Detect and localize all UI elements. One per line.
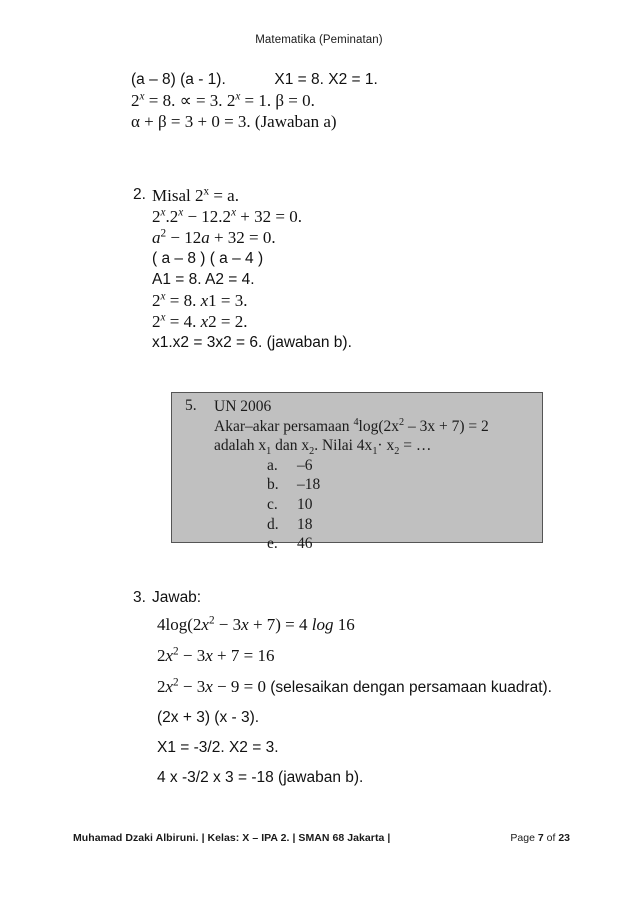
figure-option-e xyxy=(267,535,542,555)
section-1-line-1 xyxy=(131,70,378,90)
section-3-heading-row xyxy=(133,588,552,615)
section-2-step-4 xyxy=(152,270,352,291)
section-1-line-1-right: X1 = 8. X2 = 1. xyxy=(274,71,378,88)
section-2-step-6 xyxy=(152,312,352,333)
section-2-problem xyxy=(133,186,352,354)
footer-page-number xyxy=(510,832,570,844)
figure-body xyxy=(214,397,542,555)
section-3-step-6-text: 4 x -3/2 x 3 = -18 (jawaban b). xyxy=(157,769,364,786)
exponent-x: x xyxy=(203,185,210,198)
exponent-x-first: x xyxy=(139,90,145,103)
option-d-value: 18 xyxy=(297,515,313,533)
figure-question-line-1: Akar–akar persamaan $^4\log(2x^2 - 3x + 7) = 2$ xyxy=(214,416,489,435)
section-3-title: Jawab: xyxy=(152,589,202,606)
section-1-line-2 xyxy=(131,91,378,111)
footer-author-info: Muhamad Dzaki Albiruni. | Kelas: X – IPA 2. | SMAN 68 Jakarta | xyxy=(73,832,391,844)
section-2-step-3-text: ( a – 8 ) ( a – 4 ) xyxy=(152,250,264,267)
section-1-line-1-left: (a – 8) (a - 1). xyxy=(131,71,226,88)
section-2-step-7-text: x1.x2 = 3x2 = 6. (jawaban b). xyxy=(152,334,352,351)
scanned-problem-figure xyxy=(171,392,543,553)
section-3-answer xyxy=(133,588,552,798)
section-2-step-3 xyxy=(152,249,352,270)
section-2-heading-row xyxy=(133,186,352,207)
section-2-step-6-text: $2^x = 4$. x2 = 2. xyxy=(152,311,248,331)
figure-title: UN 2006 xyxy=(214,398,272,415)
footer-of-label: of xyxy=(543,832,559,844)
base-2-second: 2 xyxy=(226,91,236,110)
section-3-step-4 xyxy=(157,708,552,738)
option-a-value: –6 xyxy=(297,456,313,474)
base-2-first: 2 xyxy=(131,91,140,110)
section-2-step-5 xyxy=(152,291,352,312)
section-2-step-5-text: $2^x = 8$. x1 = 3. xyxy=(152,290,248,310)
section-3-step-5-text: X1 = -3/2. X2 = 3. xyxy=(157,739,279,756)
option-d-letter: d. xyxy=(267,515,279,533)
section-3-number: 3. xyxy=(133,589,146,606)
footer-total-pages: 23 xyxy=(558,832,570,844)
section-2-title xyxy=(152,186,239,206)
section-3-step-3 xyxy=(157,677,552,708)
option-e-letter: e. xyxy=(267,535,278,553)
figure-option-d xyxy=(267,516,542,536)
section-1-line-3: α + β = 3 + 0 = 3. (Jawaban a) xyxy=(131,112,337,131)
section-2-step-4-text: A1 = 8. A2 = 4. xyxy=(152,271,255,288)
section-1-line-2-mid-1: = 8. ∝ = 3. xyxy=(144,91,227,110)
section-3-step-5 xyxy=(157,738,552,768)
section-3-step-2-text: $2x^2 - 3x + 7 = 16$ xyxy=(157,645,275,665)
exponent-x-second: x xyxy=(235,90,241,103)
section-3-step-4-text: (2x + 3) (x - 3). xyxy=(157,709,260,726)
section-2-step-1 xyxy=(152,207,352,228)
section-1-line-2-mid-2: = 1. β = 0. xyxy=(240,91,315,110)
figure-inner xyxy=(172,393,542,555)
page-header xyxy=(0,34,638,46)
option-a-letter: a. xyxy=(267,456,278,474)
figure-options-list xyxy=(267,457,542,555)
figure-option-b xyxy=(267,476,542,496)
page-header-title: Matematika (Peminatan) xyxy=(255,34,383,46)
section-3-step-1 xyxy=(157,615,552,646)
section-2-step-2 xyxy=(152,228,352,249)
section-3-step-1-text: $4\log(2x^2 - 3x + 7) = 4$ log 16 xyxy=(157,614,355,634)
option-b-value: –18 xyxy=(297,476,321,494)
figure-question-line-2: adalah $x_1$ dan $x_2$. Nilai $4x_1\cdot x_2$ = … xyxy=(214,437,432,458)
section-2-title-pre: Misal 2 xyxy=(152,186,204,205)
option-c-value: 10 xyxy=(297,495,313,513)
option-b-letter: b. xyxy=(267,476,279,494)
section-3-step-6 xyxy=(157,768,552,798)
footer-current-page: 7 xyxy=(537,832,544,844)
section-1-continuation xyxy=(131,70,378,133)
section-2-number: 2. xyxy=(133,186,146,203)
figure-option-a xyxy=(267,457,542,477)
page-footer xyxy=(0,832,638,852)
figure-item-number: 5. xyxy=(185,397,197,414)
section-2-step-2-text: $a^2 - 12a + 32 = 0$. xyxy=(152,227,276,247)
option-c-letter: c. xyxy=(267,495,278,513)
section-2-step-7 xyxy=(152,333,352,354)
section-3-step-2 xyxy=(157,646,552,677)
option-e-value: 46 xyxy=(297,535,313,553)
figure-option-c xyxy=(267,496,542,516)
footer-page-label: Page xyxy=(510,832,538,844)
section-2-title-post: = a. xyxy=(209,186,239,205)
section-3-step-3-text: $2x^2 - 3x - 9 = 0$ (selesaikan dengan persamaan kuadrat). xyxy=(157,676,552,696)
section-2-step-1-text: $2^x.2^x - 12.2^x + 32 = 0$. xyxy=(152,206,302,226)
